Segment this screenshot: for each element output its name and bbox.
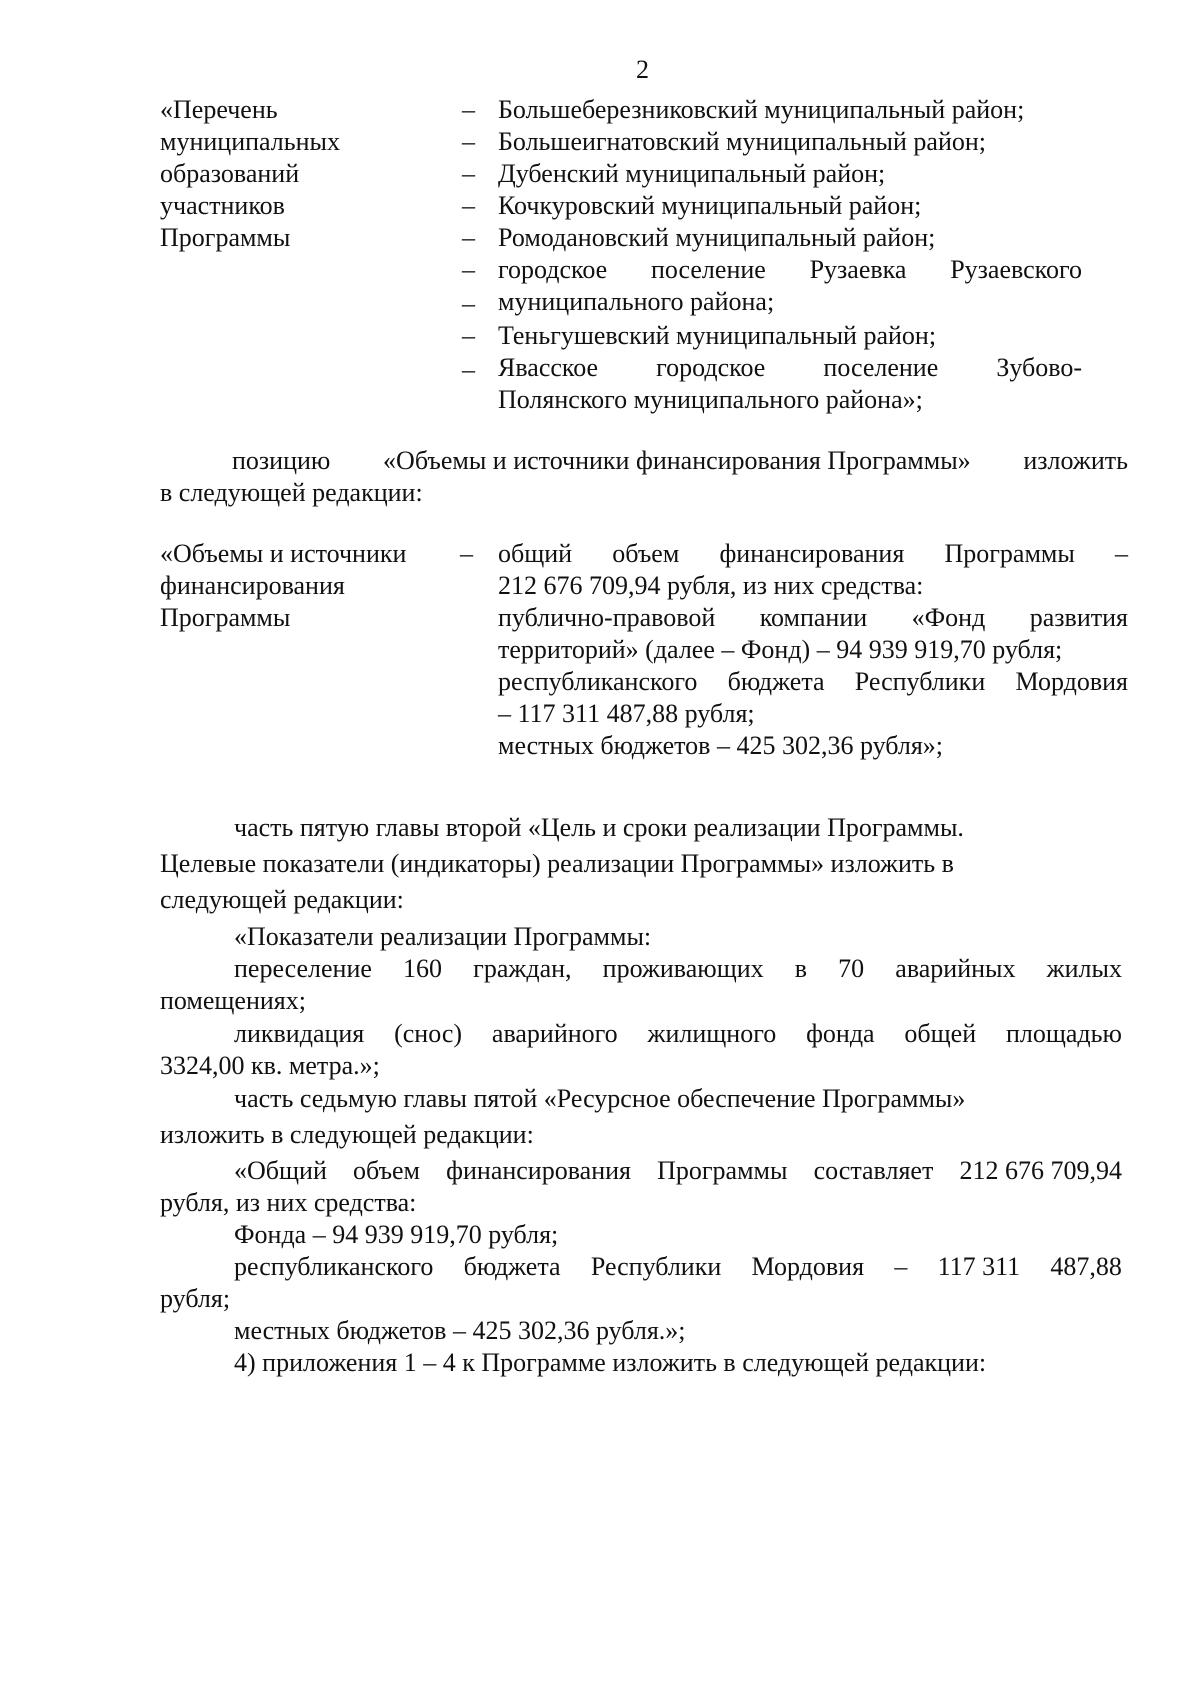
word: –: [894, 1252, 908, 1281]
word: Программы: [657, 1156, 788, 1185]
funding-line: [234, 1251, 1122, 1283]
word: проживающих: [602, 954, 764, 983]
participants-label-line: «Перечень: [160, 95, 278, 124]
participant-item-rusaevka-cont: муниципального района;: [498, 287, 775, 316]
participants-label-line: муниципальных: [160, 127, 341, 156]
word: Республики: [590, 1252, 722, 1281]
participants-label-line: участников: [160, 191, 285, 220]
chapter-two-line: Целевые показатели (индикаторы) реализации Программы» изложить в: [160, 849, 954, 878]
financing-value-line: местных бюджетов – 425 302,36 рубля»;: [498, 731, 943, 760]
financing-value-line: [498, 666, 1128, 698]
word: объем: [352, 1156, 421, 1185]
word: Зубово-: [996, 353, 1082, 382]
list-dash: –: [462, 127, 475, 156]
participant-item: Кочкуровский муниципальный район;: [498, 191, 922, 220]
chapter-five-line: часть седьмую главы пятой «Ресурсное обеспечение Программы»: [234, 1084, 966, 1113]
participants-label-line: Программы: [160, 223, 291, 252]
word: компании: [759, 603, 868, 632]
participants-label-line: образований: [160, 159, 300, 188]
word: общей: [904, 1019, 977, 1048]
word: бюджета: [463, 1252, 561, 1281]
chapter-five-line: изложить в следующей редакции:: [160, 1120, 534, 1149]
list-dash: –: [462, 95, 475, 124]
financing-value-line: [498, 538, 1128, 570]
list-dash: –: [462, 159, 475, 188]
word: 487,88: [1050, 1252, 1122, 1281]
word: Рузаевского: [950, 255, 1082, 284]
financing-label-line: Программы: [160, 603, 291, 632]
word: городское: [498, 255, 608, 284]
position-paragraph-line: в следующей редакции:: [160, 478, 423, 507]
participant-item: Ромодановский муниципальный район;: [498, 223, 936, 252]
list-dash: –: [462, 191, 475, 220]
funding-line: рубля;: [160, 1284, 231, 1313]
word: «Общий: [234, 1156, 327, 1185]
indicators-line: [234, 953, 1122, 985]
word: Республики: [854, 667, 986, 696]
indicators-line: [234, 1018, 1122, 1050]
word: Мордовия: [751, 1252, 865, 1281]
word: Рузаевка: [809, 255, 907, 284]
indicators-line: 3324,00 кв. метра.»;: [160, 1051, 380, 1080]
participant-item: Большеберезниковский муниципальный район;: [498, 95, 1025, 124]
page-number: 2: [636, 55, 649, 84]
funding-line: [234, 1155, 1122, 1187]
funding-line: рубля, из них средства:: [160, 1188, 417, 1217]
word: бюджета: [727, 667, 825, 696]
word: Явасское: [498, 353, 599, 382]
list-dash: –: [462, 255, 475, 284]
participant-item: Большеигнатовский муниципальный район;: [498, 127, 986, 156]
word: 70: [838, 954, 865, 983]
word: городское: [656, 353, 766, 382]
word: изложить: [1023, 446, 1128, 475]
word: поселение: [650, 255, 766, 284]
position-paragraph-line: [232, 445, 1128, 477]
word: республиканского: [498, 667, 698, 696]
word: 212 676 709,94: [959, 1156, 1122, 1185]
financing-value-line: 212 676 709,94 рубля, из них средства:: [498, 571, 924, 600]
participant-item: Дубенский муниципальный район;: [498, 159, 886, 188]
participant-item: Теньгушевский муниципальный район;: [498, 321, 937, 350]
indicators-line: помещениях;: [160, 986, 306, 1015]
word: площадью: [1005, 1019, 1122, 1048]
word: «Фонд: [911, 603, 986, 632]
word: Мордовия: [1015, 667, 1128, 696]
financing-value-line: [498, 602, 1128, 634]
word: поселение: [823, 353, 939, 382]
word: Программы: [944, 539, 1075, 568]
financing-value-line: – 117 311 487,88 рубля;: [498, 699, 755, 728]
word: финансирования: [446, 1156, 631, 1185]
funding-line: Фонда – 94 939 919,70 рубля;: [234, 1220, 559, 1249]
word: финансирования: [719, 539, 905, 568]
word: развития: [1029, 603, 1128, 632]
word: жилищного: [647, 1019, 777, 1048]
word: республиканского: [234, 1252, 434, 1281]
financing-dash: –: [460, 539, 473, 568]
participant-item-yavas-cont: Полянского муниципального района»;: [498, 385, 923, 414]
word: публично-правовой: [498, 603, 716, 632]
word: составляет: [813, 1156, 934, 1185]
list-dash: –: [462, 223, 475, 252]
participant-item-rusaevka: [498, 254, 1082, 286]
word: в: [794, 954, 808, 983]
financing-label-line: «Объемы и источники: [160, 539, 407, 568]
word: аварийных: [895, 954, 1016, 983]
chapter-two-line: следующей редакции:: [160, 885, 404, 914]
word: фонда: [806, 1019, 875, 1048]
list-dash: –: [462, 355, 475, 384]
word: 117 311: [937, 1252, 1021, 1281]
word: позицию: [232, 446, 331, 475]
indicators-heading: «Показатели реализации Программы:: [234, 922, 652, 951]
word: «Объемы и источники финансирования Программы»: [383, 446, 971, 475]
word: переселение: [234, 954, 372, 983]
list-dash: –: [462, 289, 475, 318]
appendix-line: 4) приложения 1 – 4 к Программе изложить в следующей редакции:: [234, 1348, 987, 1377]
participant-item-yavas: [498, 352, 1082, 384]
word: ликвидация: [234, 1019, 365, 1048]
financing-value-line: территорий» (далее – Фонд) – 94 939 919,70 рубля;: [498, 635, 1063, 664]
word: жилых: [1046, 954, 1122, 983]
word: 160: [403, 954, 443, 983]
word: объем: [612, 539, 680, 568]
word: граждан,: [473, 954, 572, 983]
word: –: [1115, 539, 1128, 568]
funding-line: местных бюджетов – 425 302,36 рубля.»;: [234, 1316, 686, 1345]
word: аварийного: [491, 1019, 618, 1048]
list-dash: –: [462, 321, 475, 350]
financing-label-line: финансирования: [160, 571, 345, 600]
word: общий: [498, 539, 573, 568]
word: (снос): [394, 1019, 463, 1048]
chapter-two-line: часть пятую главы второй «Цель и сроки реализации Программы.: [234, 813, 964, 842]
